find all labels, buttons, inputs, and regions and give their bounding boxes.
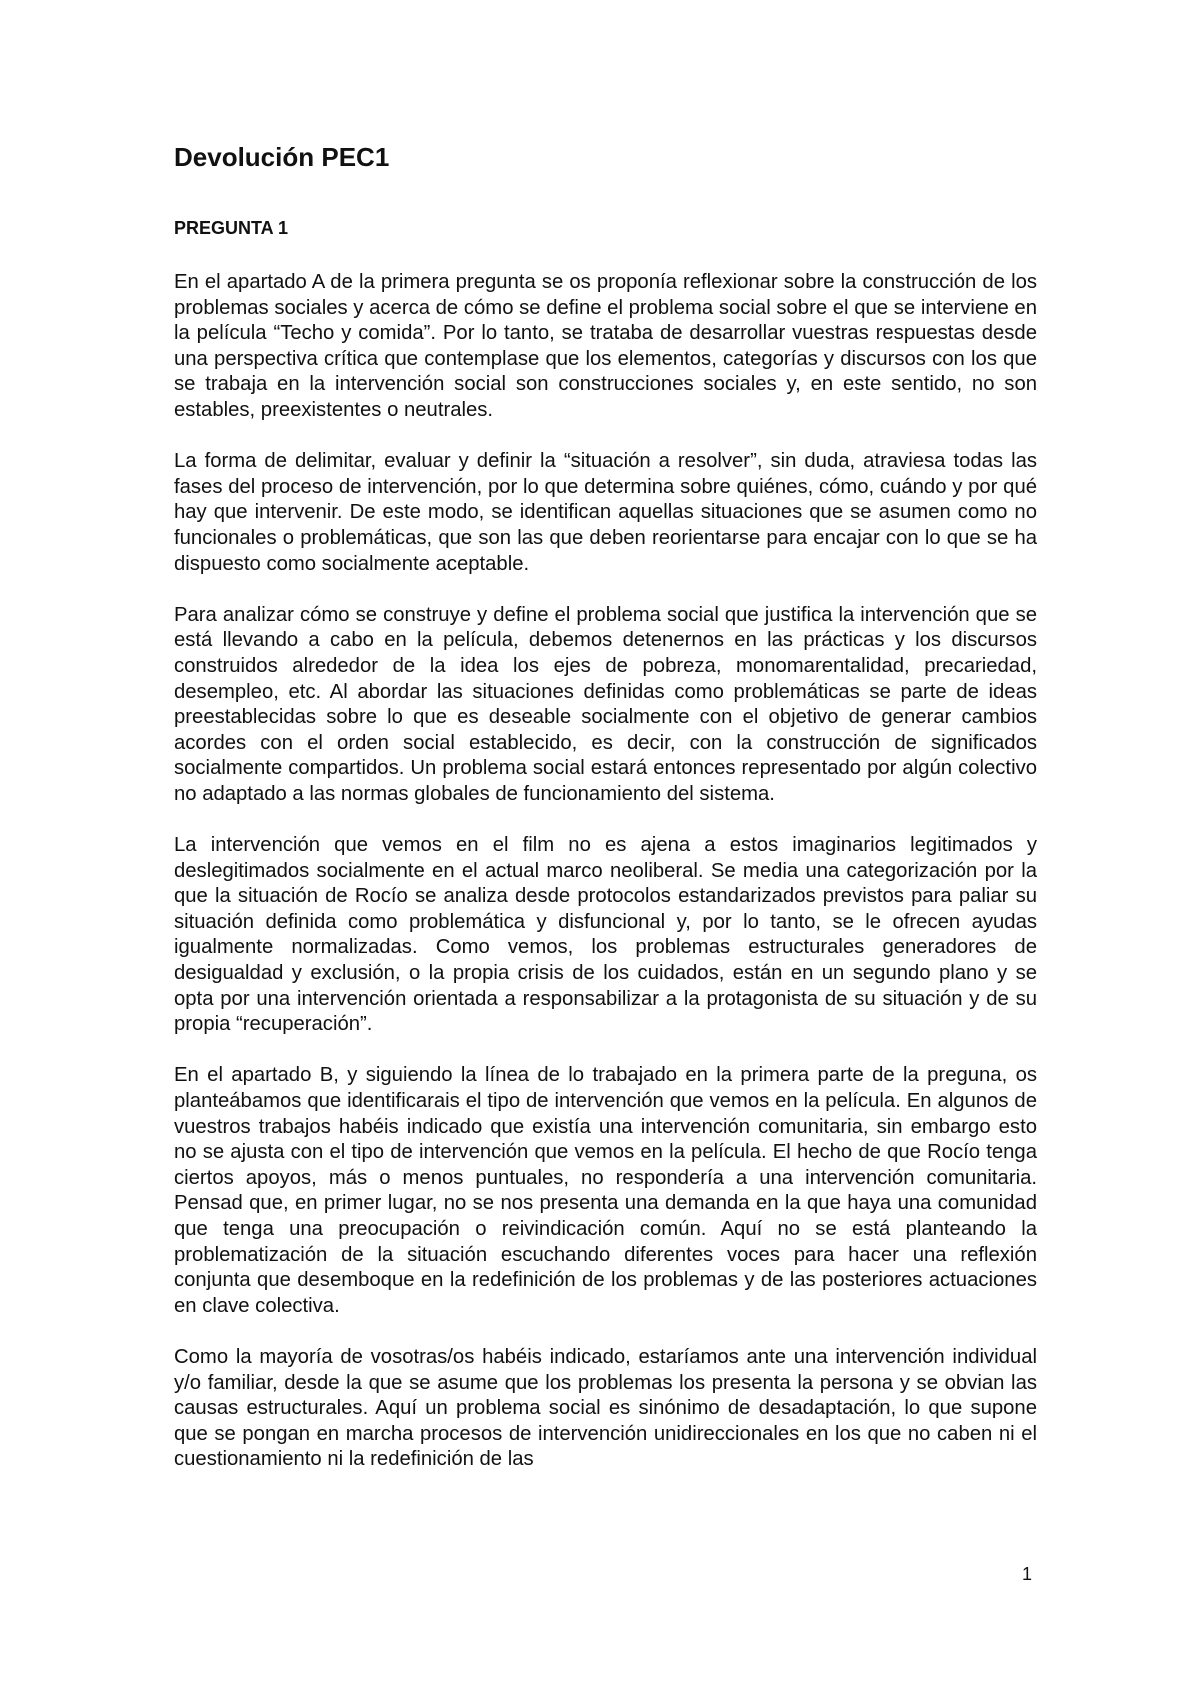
section-heading: PREGUNTA 1 (174, 218, 289, 238)
paragraph-1: En el apartado A de la primera pregunta se os proponía reflexionar sobre la construcción de los problemas sociales y acerca de cómo se define el problema social sobre el que se interviene en la película “Techo y comida”. Por lo tanto, se trataba de desarrollar vuestras respuestas desde una perspectiva crítica que contemplase que los elementos, categorías y discursos con los que se trabaja en la intervención social son construcciones sociales y, en este sentido, no son estables, preexistentes o neutrales. (174, 271, 1037, 421)
document-title: Devolución PEC1 (174, 142, 390, 172)
paragraph-3: Para analizar cómo se construye y define el problema social que justifica la intervención que se está llevando a cabo en la película, debemos detenernos en las prácticas y los discursos construidos alrededor de la idea los ejes de pobreza, monomarentalidad, precariedad, desempleo, etc. Al abordar las situaciones definidas como problemáticas se parte de ideas preestablecidas sobre lo que es deseable socialmente con el objetivo de generar cambios acordes con el orden social establecido, es decir, con la construcción de significados socialmente compartidos. Un problema social estará entonces representado por algún colectivo no adaptado a las normas globales de funcionamiento del sistema. (174, 603, 1037, 805)
paragraph-6: Como la mayoría de vosotras/os habéis indicado, estaríamos ante una intervención individual y/o familiar, desde la que se asume que los problemas los presenta la persona y se obvian las causas estructurales. Aquí un problema social es sinónimo de desadaptación, lo que supone que se pongan en marcha procesos de intervención unidireccionales en los que no caben ni el cuestionamiento ni la redefinición de las (174, 1345, 1037, 1471)
paragraph-2: La forma de delimitar, evaluar y definir la “situación a resolver”, sin duda, atraviesa todas las fases del proceso de intervención, por lo que determina sobre quiénes, cómo, cuándo y por qué hay que intervenir. De este modo, se identifican aquellas situaciones que se asumen como no funcionales o problemáticas, que son las que deben reorientarse para encajar con lo que se ha dispuesto como socialmente aceptable. (174, 450, 1037, 575)
paragraph-4: La intervención que vemos en el film no es ajena a estos imaginarios legitimados y deslegitimados socialmente en el actual marco neoliberal. Se media una categorización por la que la situación de Rocío se analiza desde protocolos estandarizados previstos para paliar su situación definida como problemática y disfuncional y, por lo tanto, se le ofrecen ayudas igualmente normalizadas. Como vemos, los problemas estructurales generadores de desigualdad y exclusión, o la propia crisis de los cuidados, están en un segundo plano y se opta por una intervención orientada a responsabilizar a la protagonista de su situación y de su propia “recuperación”. (174, 834, 1037, 1036)
paragraph-5: En el apartado B, y siguiendo la línea de lo trabajado en la primera parte de la preguna, os planteábamos que identificarais el tipo de intervención que vemos en la película. En algunos de vuestros trabajos habéis indicado que existía una intervención comunitaria, sin embargo esto no se ajusta con el tipo de intervención que vemos en la película. El hecho de que Rocío tenga ciertos apoyos, más o menos puntuales, no respondería a una intervención comunitaria. Pensad que, en primer lugar, no se nos presenta una demanda en la que haya una comunidad que tenga una preocupación o reivindicación común. Aquí no se está planteando la problematización de la situación escuchando diferentes voces para hacer una reflexión conjunta que desemboque en la redefinición de los problemas y de las posteriores actuaciones en clave colectiva. (174, 1064, 1037, 1317)
page-content (174, 140, 1037, 1473)
page-number: 1 (1022, 1564, 1033, 1584)
